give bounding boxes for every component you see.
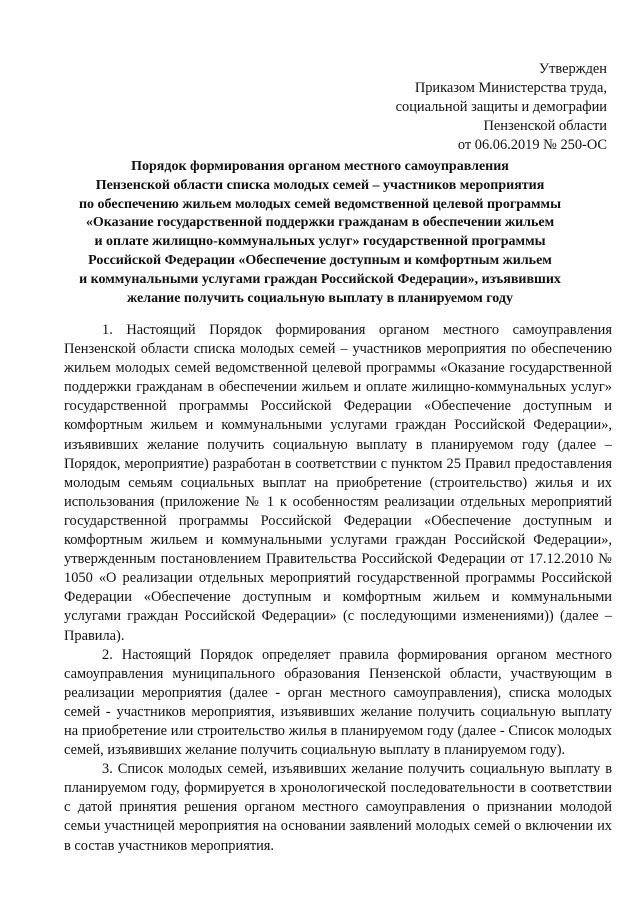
approval-line: Утвержден [538,61,607,77]
title-line: Порядок формирования органом местного самоуправления [131,159,509,174]
approval-line: Приказом Министерства труда, [414,80,607,96]
approval-line: Пензенской области [483,118,607,134]
title-line: «Оказание государственной поддержки гражданам в обеспечении жильем [85,215,555,231]
approval-line: от 06.06.2019 № 250-ОС [457,137,607,153]
document-body [64,321,612,856]
title-line: Пензенской области списка молодых семей – участников мероприятия [95,177,545,193]
paragraph-1: 1. Настоящий Порядок формирования органом местного самоуправления Пензенской области списка молодых семей – участников мероприятия по обеспечению жильем молодых семей ведомственной целевой программы «Оказание государственной поддержки гражданам в обеспечении жильем и оплате жилищно-коммунальных услуг» государственной программы Российской Федерации «Обеспечение доступным и комфортным жильем и коммунальными услугами граждан Российской Федерации», изъявивших желание получить социальную выплату в планируемом году (далее – Порядок, мероприятие) разработан в соответствии с пунктом 25 Правил предоставления молодым семьям социальных выплат на приобретение (строительство) жилья и их использования (приложение № 1 к особенностям реализации отдельных мероприятий государственной программы Российской Федерации «Обеспечение доступным и комфортным жильем и коммунальными услугами граждан Российской Федерации», утвержденным постановлением Правительства Российской Федерации от 17.12.2010 № 1050 «О реализации отдельных мероприятий государственной программы Российской Федерации «Обеспечение доступным и комфортным жильем и коммунальными услугами граждан Российской Федерации» (с последующими изменениями)) (далее – Правила). [64,322,612,644]
paragraph-2: 2. Настоящий Порядок определяет правила формирования органом местного самоуправления муниципального образования Пензенской области, участвующим в реализации мероприятия (далее - орган местного самоуправления), списка молодых семей - участников мероприятия, изъявивших желание получить социальную выплату на приобретение или строительство жилья в планируемом году (далее - Список молодых семей, изъявивших желание получить социальную выплату в планируемом году). [64,646,612,759]
title-line: и коммунальными услугами граждан Российской Федерации», изъявивших [79,271,561,287]
title-line: по обеспечению жильем молодых семей ведомственной целевой программы [78,196,561,212]
approval-line: социальной защиты и демографии [395,99,607,115]
approval-stamp [396,60,607,155]
title-line: Российской Федерации «Обеспечение доступным и комфортным жильем [88,252,552,268]
title-line: желание получить социальную выплату в планируемом году [127,290,513,306]
paragraph-3: 3. Список молодых семей, изъявивших желание получить социальную выплату в планируемом году, формируется в хронологической последовательности в соответствии с датой принятия решения органом местного самоуправления о признании молодой семьи участницей мероприятия на основании заявлений молодых семей о включении их в состав участников мероприятия. [64,761,612,854]
title-line: и оплате жилищно-коммунальных услуг» государственной программы [94,234,546,250]
document-title [40,158,600,308]
